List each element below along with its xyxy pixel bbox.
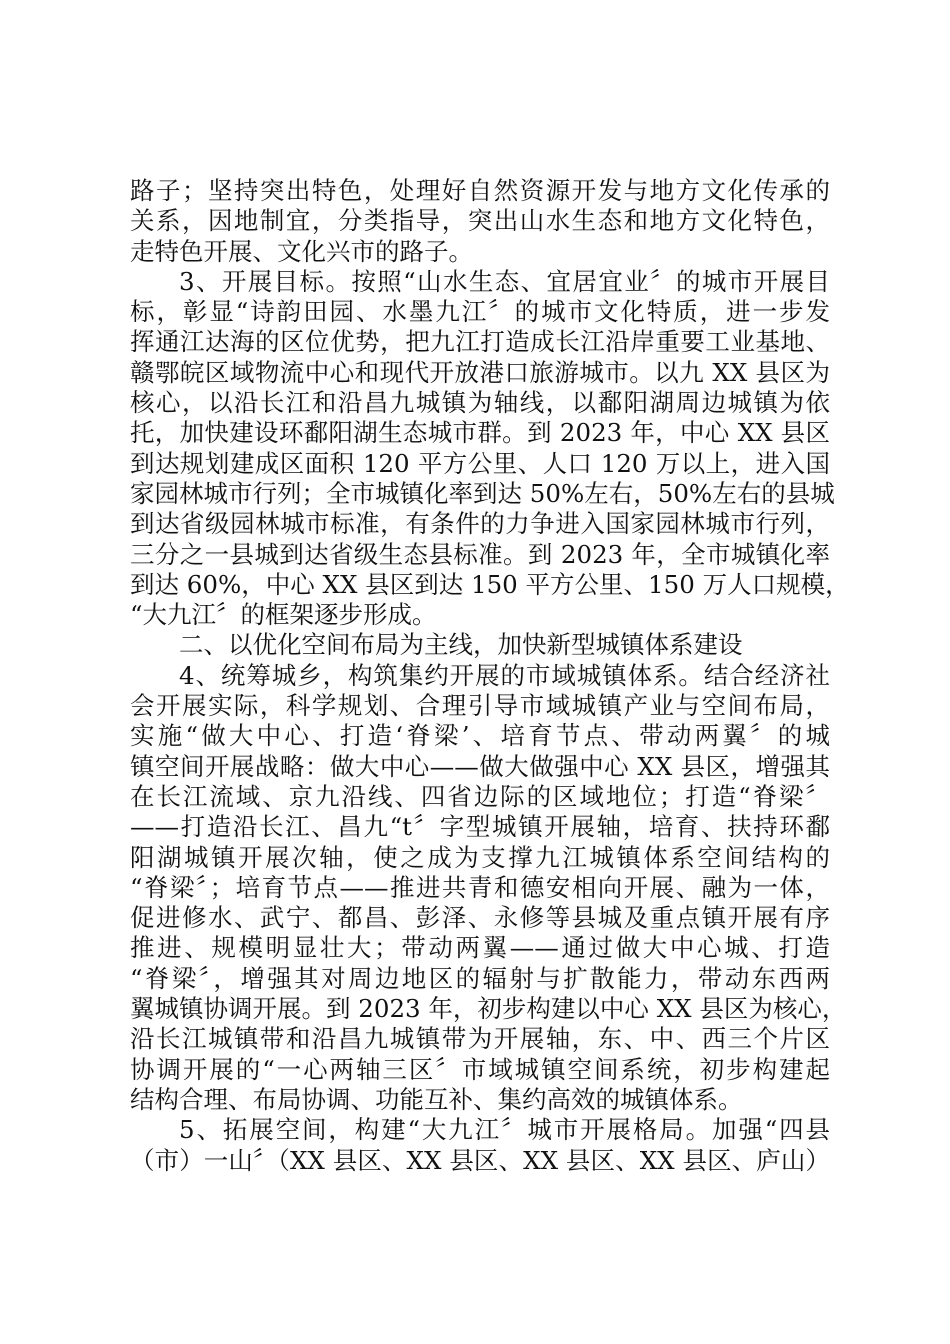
text-line: 核心，以沿长江和沿昌九城镇为轴线，以鄱阳湖周边城镇为依 [130, 388, 830, 418]
text-line: 3、开展目标。按照“山水生态、宜居宜业〞的城市开展目 [179, 266, 830, 296]
text-line: 标，彰显“诗韵田园、水墨九江〞的城市文化特质，进一步发 [130, 297, 830, 327]
text-line: 在长江流域、京九沿线、四省边际的区域地位；打造“脊梁〞 [130, 781, 830, 811]
text-line: 5、拓展空间，构建“大九江〞城市开展格局。加强“四县 [179, 1115, 830, 1145]
text-line: 走特色开展、文化兴市的路子。 [130, 236, 473, 266]
text-line: 沿长江城镇带和沿昌九城镇带为开展轴，东、中、西三个片区 [130, 1024, 830, 1054]
text-line: 4、统筹城乡，构筑集约开展的市域城镇体系。结合经济社 [179, 660, 830, 690]
text-line: 挥通江达海的区位优势，把九江打造成长江沿岸重要工业基地、 [130, 327, 830, 357]
text-line: 镇空间开展战略：做大中心——做大做强中心 XX 县区，增强其 [130, 751, 830, 781]
text-line: 家园林城市行列；全市城镇化率到达 50%左右，50%左右的县城 [130, 478, 835, 508]
text-line: 协调开展的“一心两轴三区〞市域城镇空间系统，初步构建起 [130, 1054, 830, 1084]
text-line: 到达省级园林城市标准，有条件的力争进入国家园林城市行列， [130, 509, 830, 539]
text-line: 二、以优化空间布局为主线，加快新型城镇体系建设 [179, 630, 743, 660]
text-line: ——打造沿长江、昌九“t〞字型城镇开展轴，培育、扶持环鄱 [130, 812, 830, 842]
text-line: 三分之一县城到达省级生态县标准。到 2023 年，全市城镇化率 [130, 539, 830, 569]
text-line: 到达 60%，中心 XX 县区到达 150 平方公里、150 万人口规模， [130, 569, 850, 599]
text-line: 会开展实际，科学规划、合理引导市域城镇产业与空间布局， [130, 691, 830, 721]
text-line: 结构合理、布局协调、功能互补、集约高效的城镇体系。 [130, 1084, 743, 1114]
text-line: 阳湖城镇开展次轴，使之成为支撑九江城镇体系空间结构的 [130, 842, 830, 872]
text-line: 推进、规模明显壮大；带动两翼——通过做大中心城、打造 [130, 933, 830, 963]
text-line: “大九江〞的框架逐步形成。 [130, 600, 437, 630]
text-line: “脊梁〞，增强其对周边地区的辐射与扩散能力，带动东西两 [130, 963, 830, 993]
text-line: （市）一山〞（XX 县区、XX 县区、XX 县区、XX 县区、庐山） [130, 1145, 830, 1175]
text-line: 赣鄂皖区域物流中心和现代开放港口旅游城市。以九 XX 县区为 [130, 357, 830, 387]
text-line: 实施“做大中心、打造‘脊梁’、培育节点、带动两翼〞的城 [130, 721, 830, 751]
text-line: 到达规划建成区面积 120 平方公里、人口 120 万以上，进入国 [130, 448, 830, 478]
text-line: 路子；坚持突出特色，处理好自然资源开发与地方文化传承的 [130, 176, 830, 205]
text-line: “脊梁〞；培育节点——推进共青和德安相向开展、融为一体， [130, 872, 830, 902]
text-line: 关系，因地制宜，分类指导，突出山水生态和地方文化特色， [130, 206, 830, 236]
text-line: 促进修水、武宁、都昌、彭泽、永修等县城及重点镇开展有序 [130, 903, 830, 933]
document-body [130, 176, 850, 1176]
text-line: 托，加快建设环鄱阳湖生态城市群。到 2023 年，中心 XX 县区 [130, 418, 830, 448]
text-line: 翼城镇协调开展。到 2023 年，初步构建以中心 XX 县区为核心， [130, 994, 847, 1024]
